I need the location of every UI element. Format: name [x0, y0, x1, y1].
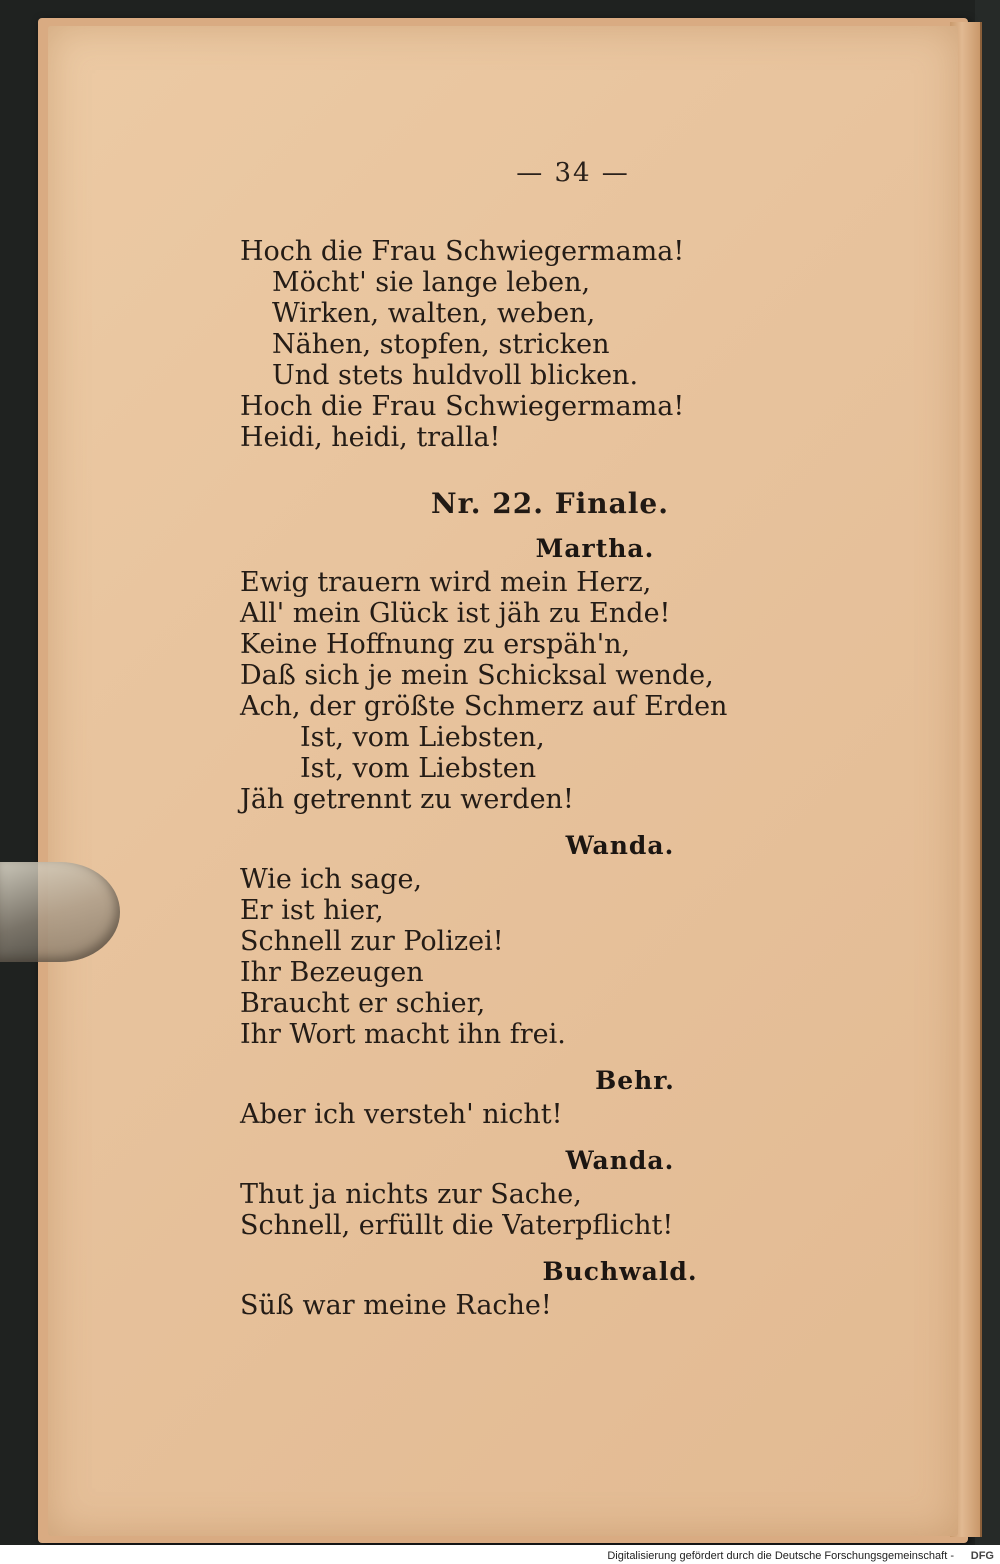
text-line: Heidi, heidi, tralla! [240, 422, 501, 453]
speaker-buchwald: Buchwald. [542, 1257, 698, 1286]
page-number: — 34 — [516, 158, 630, 188]
song-ending [240, 236, 800, 453]
dfg-logo: DFG [970, 1550, 994, 1562]
funding-credit: Digitalisierung gefördert durch die Deutsche Forschungsgemeinschaft - [607, 1550, 954, 1562]
text-line: Und stets huldvoll blicken. [272, 360, 639, 391]
text-line: Ewig trauern wird mein Herz, [240, 567, 652, 598]
text-line: Keine Hoffnung zu erspäh'n, [240, 629, 631, 660]
speaker-martha: Martha. [535, 534, 655, 563]
speaker-behr: Behr. [595, 1066, 675, 1095]
text-line: Süß war meine Rache! [240, 1290, 552, 1321]
text-line: Ihr Bezeugen [240, 957, 424, 988]
text-line: Braucht er schier, [240, 988, 486, 1019]
text-line: Ist, vom Liebsten, [300, 722, 545, 753]
scanner-thumb-holder [0, 862, 120, 962]
behr-lines [240, 1099, 800, 1130]
wanda-lines-2 [240, 1179, 800, 1241]
text-line: Ach, der größte Schmerz auf Erden [240, 691, 728, 722]
text-line: Nähen, stopfen, stricken [272, 329, 610, 360]
text-line: Jäh getrennt zu werden! [240, 784, 574, 815]
text-line: Er ist hier, [240, 895, 384, 926]
text-line: Ihr Wort macht ihn frei. [240, 1019, 566, 1050]
speaker-wanda: Wanda. [565, 831, 675, 860]
text-line: Thut ja nichts zur Sache, [240, 1179, 582, 1210]
martha-lines [240, 567, 800, 815]
text-line: Möcht' sie lange leben, [272, 267, 591, 298]
text-line: Wie ich sage, [240, 864, 422, 895]
text-line: Hoch die Frau Schwiegermama! [240, 236, 685, 267]
text-line: Hoch die Frau Schwiegermama! [240, 391, 685, 422]
text-line: Ist, vom Liebsten [300, 753, 537, 784]
speaker-wanda-2: Wanda. [565, 1146, 675, 1175]
wanda-lines [240, 864, 800, 1050]
text-line: Schnell zur Polizei! [240, 926, 504, 957]
section-heading: Nr. 22. Finale. [431, 487, 669, 520]
footer-bar [0, 1545, 1000, 1564]
text-line: All' mein Glück ist jäh zu Ende! [240, 598, 671, 629]
text-line: Schnell, erfüllt die Vaterpflicht! [240, 1210, 674, 1241]
text-line: Wirken, walten, weben, [272, 298, 596, 329]
page-text [240, 226, 800, 1321]
text-line: Daß sich je mein Schicksal wende, [240, 660, 714, 691]
buchwald-lines [240, 1290, 800, 1321]
text-line: Aber ich versteh' nicht! [240, 1099, 563, 1130]
book-page [48, 26, 958, 1536]
